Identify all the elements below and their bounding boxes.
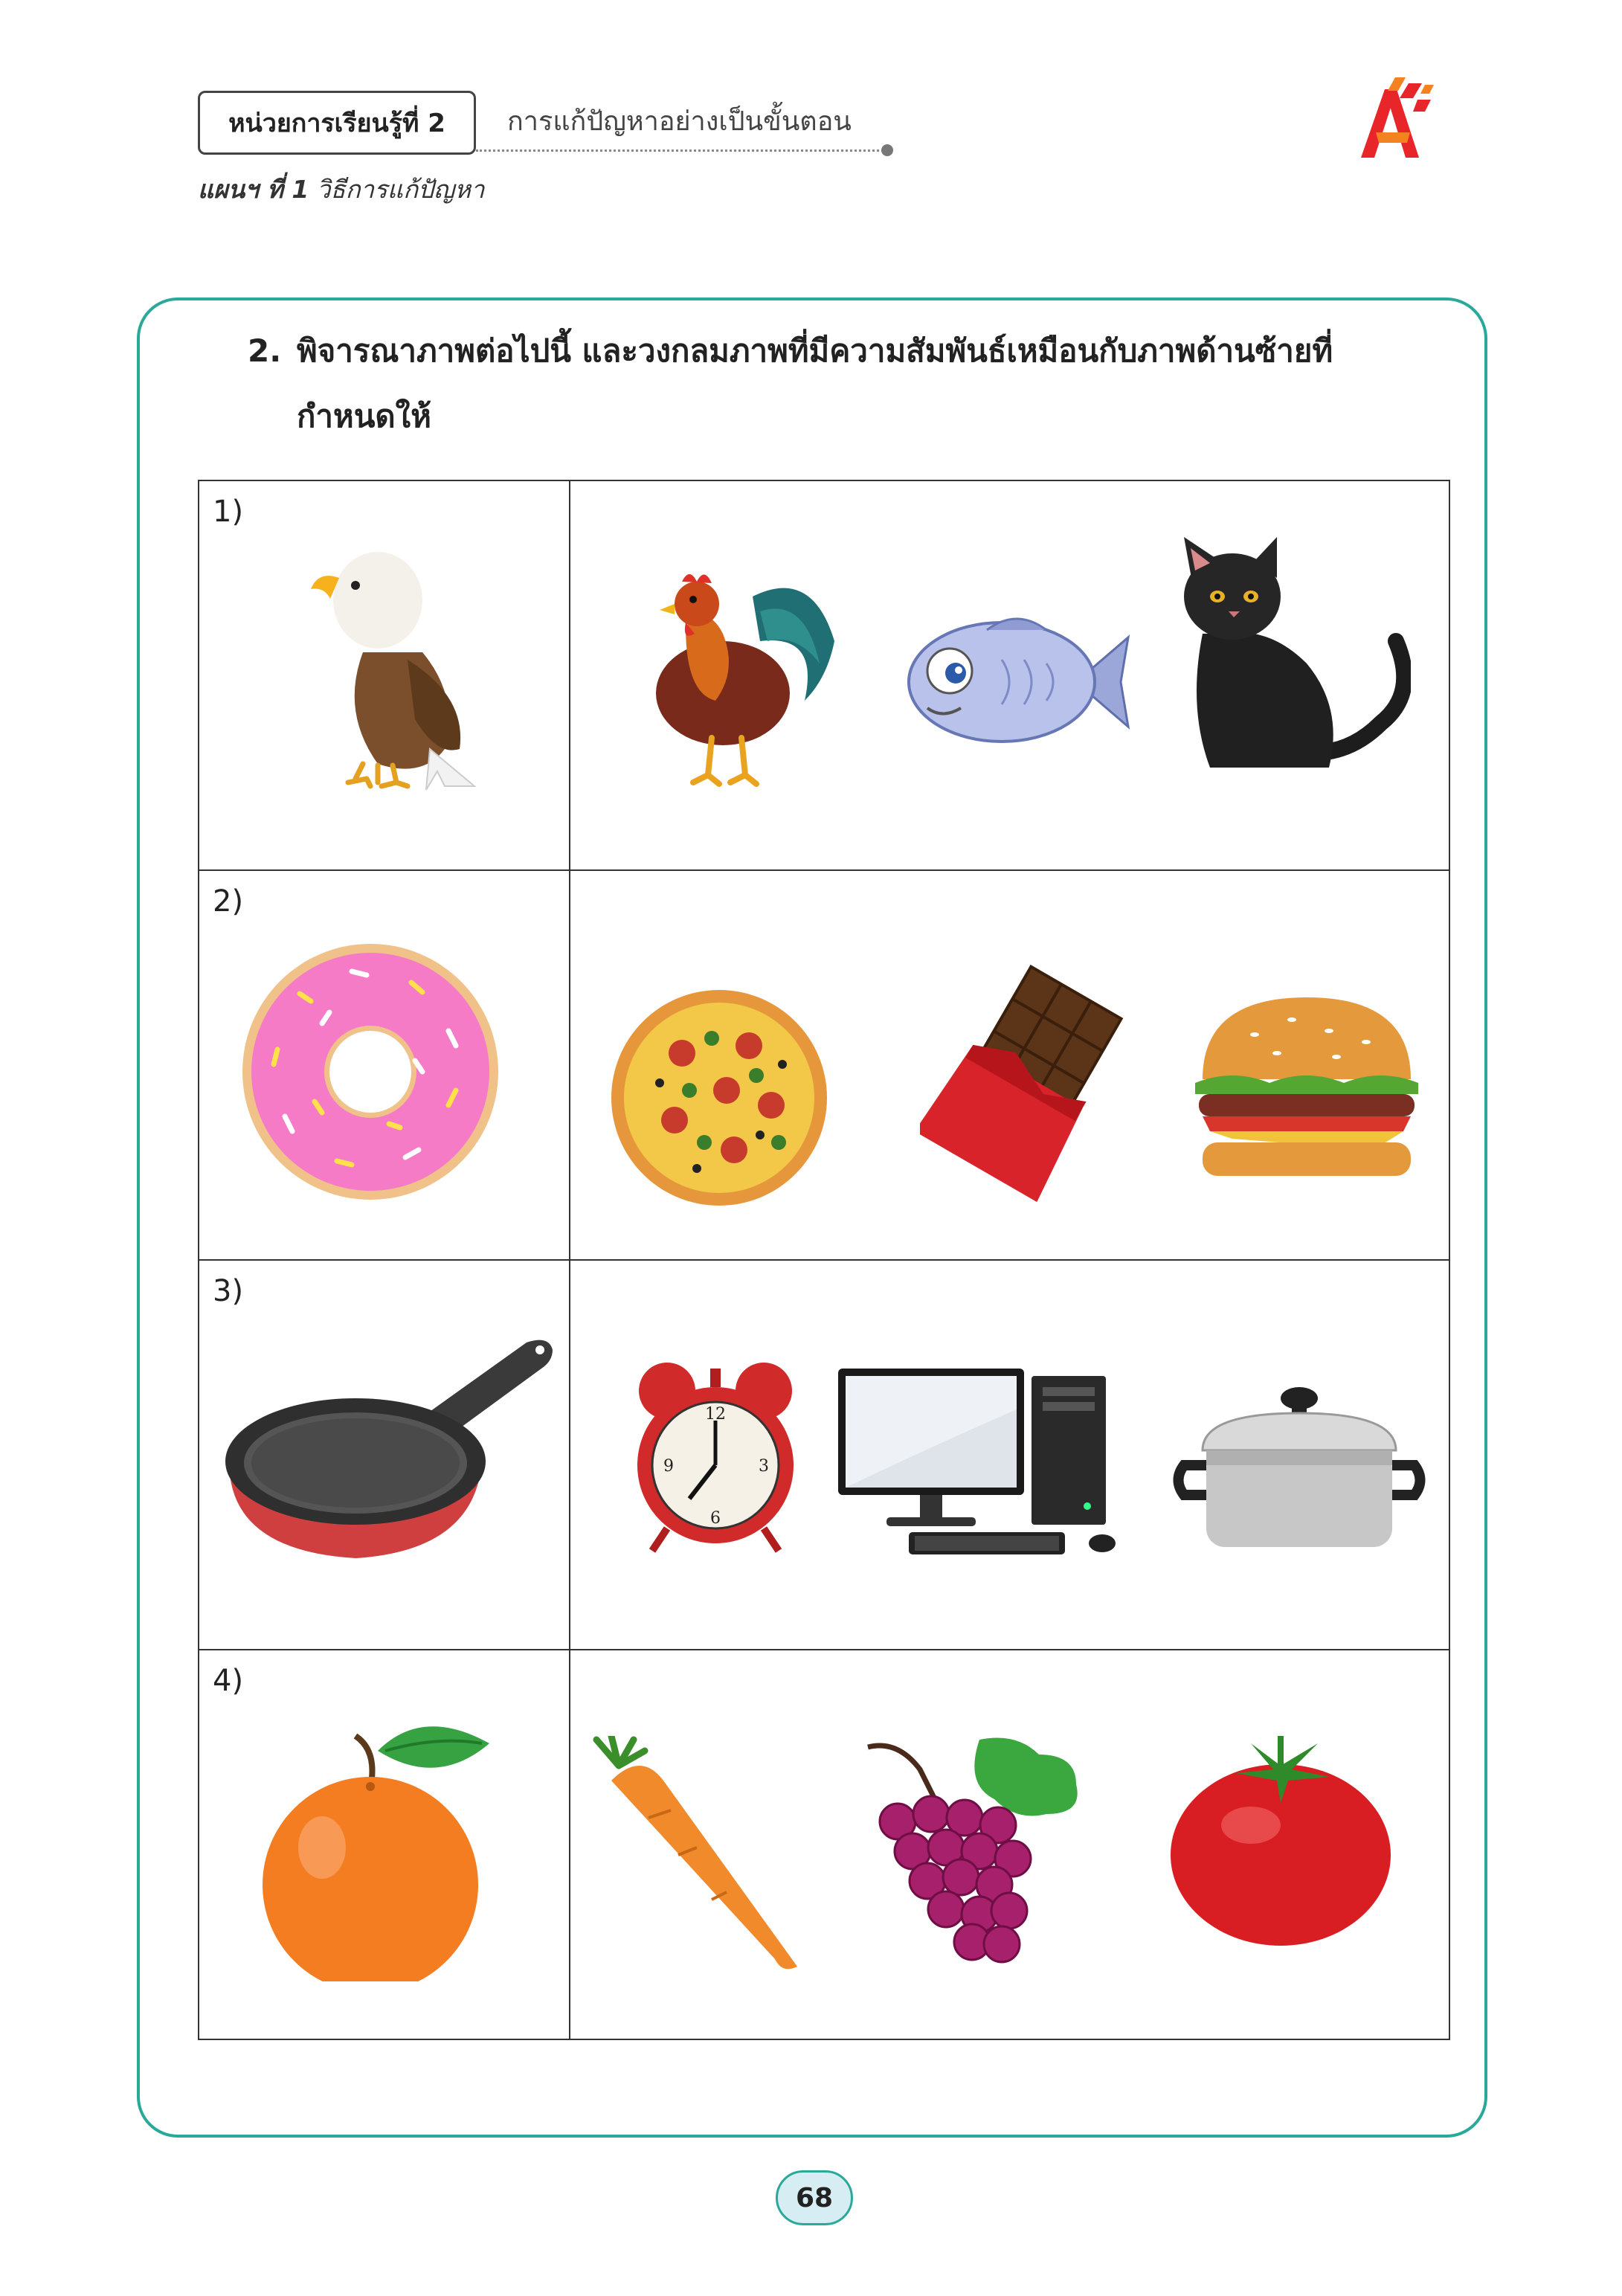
donut-icon <box>240 942 501 1202</box>
publisher-logo-icon <box>1354 74 1443 164</box>
given-cell <box>199 480 570 870</box>
given-cell <box>199 870 570 1260</box>
question-line-2: กำหนดให้ <box>297 398 431 434</box>
choices-cell <box>570 870 1449 1260</box>
rooster-icon[interactable] <box>641 552 842 797</box>
table-row <box>199 1260 1449 1650</box>
row-label: 2) <box>213 884 244 919</box>
svg-text:6: 6 <box>710 1509 721 1528</box>
table-row <box>199 480 1449 870</box>
choices-cell <box>570 1260 1449 1650</box>
alarm-clock-icon[interactable] <box>630 1361 801 1554</box>
eagle-icon <box>259 526 497 808</box>
table-row <box>199 1650 1449 2039</box>
page-number: 68 <box>795 2182 834 2213</box>
row-label: 3) <box>213 1274 244 1308</box>
svg-text:9: 9 <box>663 1457 674 1476</box>
table-row <box>199 870 1449 1260</box>
page-number-badge <box>776 2170 853 2225</box>
svg-text:3: 3 <box>759 1457 769 1476</box>
given-cell <box>199 1260 570 1650</box>
plan-title: วิธีการแก้ปัญหา <box>316 175 485 204</box>
unit-title: การแก้ปัญหาอย่างเป็นขั้นตอน <box>507 106 852 137</box>
given-cell <box>199 1650 570 2039</box>
tomato-icon[interactable] <box>1169 1729 1392 1952</box>
cat-icon[interactable] <box>1158 537 1411 782</box>
plan-line <box>198 170 484 209</box>
row-label: 1) <box>213 495 244 529</box>
choices-cell <box>570 480 1449 870</box>
pizza-icon[interactable] <box>608 986 831 1209</box>
header-divider <box>476 149 884 152</box>
header-divider-dot <box>881 144 893 156</box>
svg-text:12: 12 <box>705 1405 726 1424</box>
cooking-pot-icon[interactable] <box>1173 1376 1426 1562</box>
analogy-table <box>198 480 1450 2040</box>
hamburger-icon[interactable] <box>1188 990 1426 1183</box>
carrot-icon[interactable] <box>589 1736 805 1974</box>
orange-icon <box>259 1714 512 1981</box>
chocolate-bar-icon[interactable] <box>920 964 1128 1202</box>
computer-icon[interactable] <box>834 1365 1124 1566</box>
question-line-1: พิจารณาภาพต่อไปนี้ และวงกลมภาพที่มีความสัมพันธ์เหมือนกับภาพด้านซ้ายที่ <box>297 332 1333 369</box>
question-number: 2. <box>248 332 282 369</box>
question <box>248 318 1467 449</box>
grapes-icon[interactable] <box>853 1732 1091 1970</box>
unit-label: หน่วยการเรียนรู้ที่ 2 <box>228 109 445 138</box>
fish-icon[interactable] <box>898 608 1136 756</box>
unit-label-box <box>198 91 476 155</box>
plan-prefix: แผนฯ ที่ 1 <box>198 175 309 204</box>
frying-pan-icon <box>214 1328 556 1573</box>
choices-cell <box>570 1650 1449 2039</box>
row-label: 4) <box>213 1664 244 1698</box>
